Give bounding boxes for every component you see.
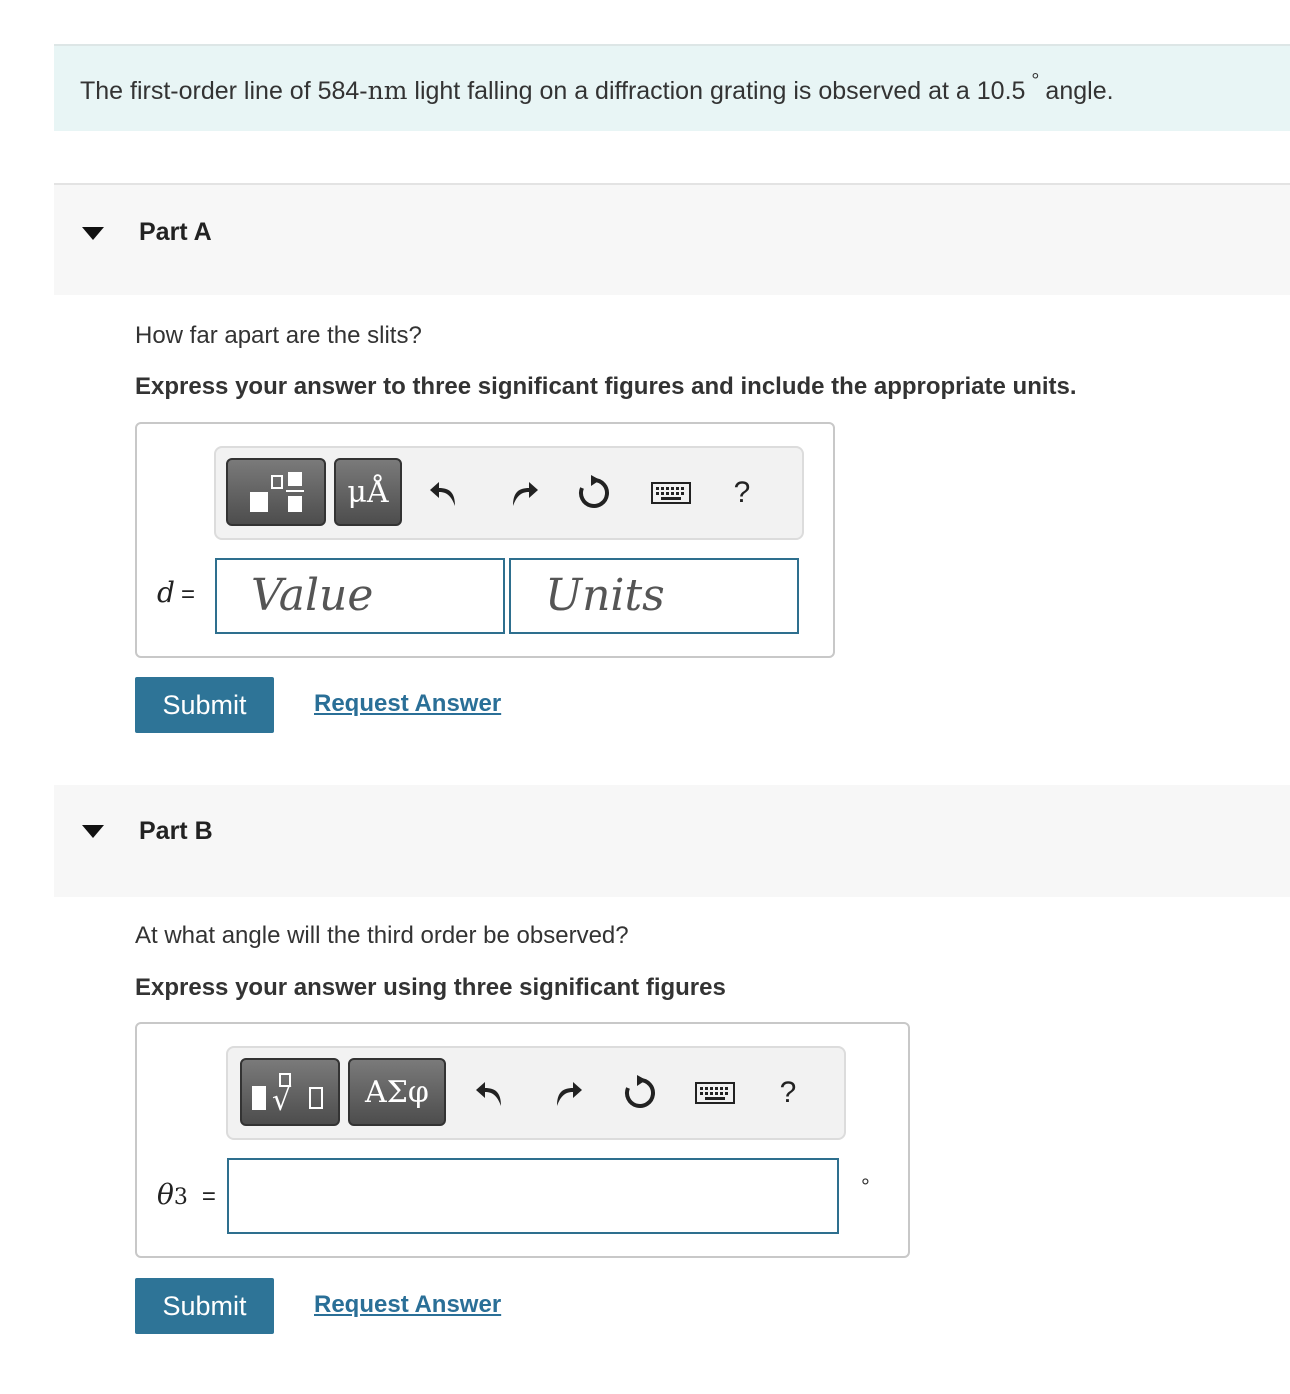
help-icon[interactable]: ? (733, 476, 751, 509)
part-b-request-answer-link[interactable]: Request Answer (314, 1291, 502, 1318)
keyboard-icon[interactable] (646, 448, 696, 538)
statement-degree: ° (1031, 70, 1040, 92)
part-a-answer-box (135, 422, 835, 658)
help-icon[interactable]: ? (779, 1076, 797, 1109)
part-a-header[interactable] (54, 183, 1290, 295)
redo-icon[interactable] (546, 1048, 590, 1138)
part-b-submit-button[interactable]: Submit (135, 1278, 274, 1334)
degree-unit-label: ° (861, 1174, 870, 1199)
part-a-variable-label (157, 576, 195, 609)
part-a-submit-button[interactable]: Submit (135, 677, 274, 733)
collapse-caret-icon[interactable] (82, 825, 104, 838)
undo-icon[interactable] (468, 1048, 512, 1138)
units-input[interactable]: Units (509, 558, 799, 634)
collapse-caret-icon[interactable] (82, 227, 104, 240)
greek-letters-button[interactable]: ΑΣφ (348, 1058, 446, 1126)
part-b-variable-label (157, 1178, 216, 1211)
undo-icon[interactable] (422, 448, 466, 538)
part-b-header[interactable] (54, 785, 1290, 897)
statement-text-start: The first-order line of 584- (80, 77, 368, 105)
variable-theta: θ (157, 1178, 174, 1211)
part-a-instruction: Express your answer to three significant figures and include the appropriate units. (135, 373, 1077, 400)
part-b-title: Part B (139, 817, 213, 845)
part-b-question: At what angle will the third order be observed? (135, 922, 629, 949)
equals-sign: = (201, 1183, 216, 1210)
variable-d: d (157, 576, 175, 609)
root-template-icon[interactable] (240, 1058, 340, 1126)
reset-icon[interactable] (572, 448, 616, 538)
templates-icon[interactable] (226, 458, 326, 526)
equals-sign: = (180, 581, 195, 608)
part-a-request-answer-link[interactable]: Request Answer (314, 690, 502, 717)
reset-icon[interactable] (618, 1048, 662, 1138)
part-a-title: Part A (139, 218, 212, 246)
variable-subscript: 3 (173, 1185, 188, 1210)
redo-icon[interactable] (502, 448, 546, 538)
part-b-toolbar (226, 1046, 846, 1140)
angle-input[interactable] (227, 1158, 839, 1234)
root-symbol: √ (272, 1083, 292, 1114)
part-b-answer-box (135, 1022, 910, 1258)
part-a-toolbar (214, 446, 804, 540)
keyboard-icon[interactable] (690, 1048, 740, 1138)
statement-text-middle: light falling on a diffraction grating is observed at a 10.5 (407, 77, 1026, 105)
part-a-question: How far apart are the slits? (135, 322, 422, 349)
statement-text-end: angle. (1045, 77, 1114, 105)
value-input[interactable]: Value (215, 558, 505, 634)
part-b-instruction: Express your answer using three significant figures (135, 974, 726, 1001)
units-button[interactable]: μÅ (334, 458, 402, 526)
statement-unit: nm (367, 76, 408, 105)
problem-statement (54, 44, 1290, 131)
